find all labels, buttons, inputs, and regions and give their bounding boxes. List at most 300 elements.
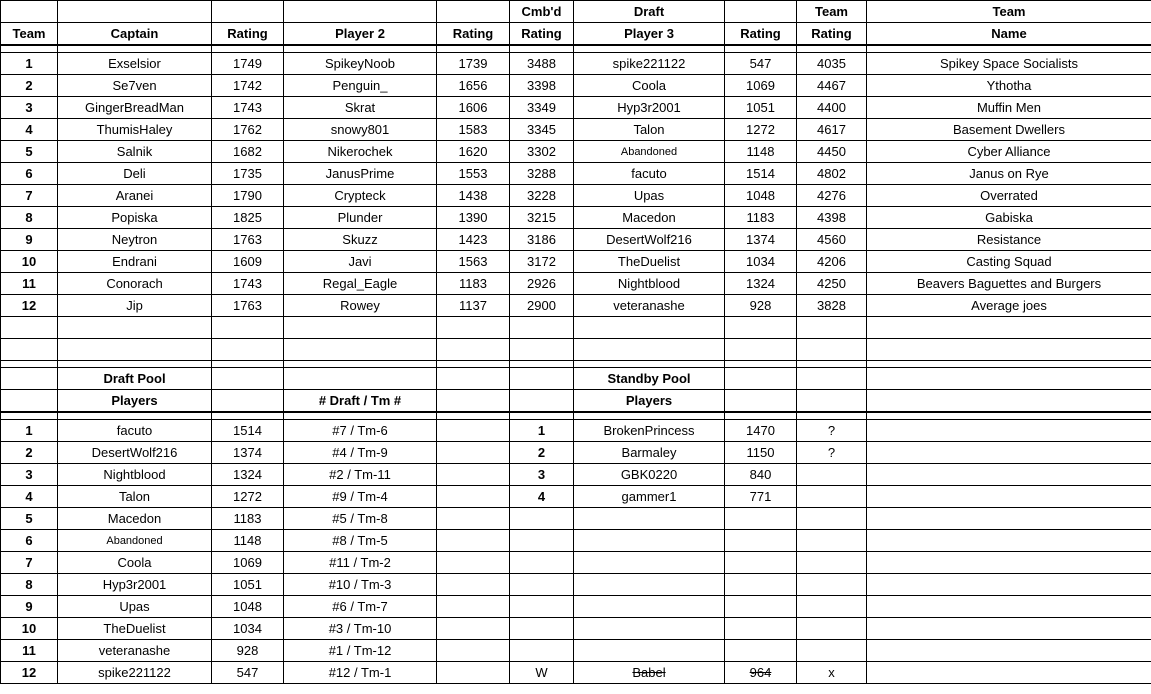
standby-player: BrokenPrincess [574,420,725,442]
draft-rating: 1148 [212,530,284,552]
team-team: 5 [1,141,58,163]
standby-mark: x [797,662,867,684]
standby-player: gammer1 [574,486,725,508]
team-captain: Conorach [58,273,212,295]
spacer-cell [510,412,574,420]
spacer-row [1,361,1151,368]
empty-cell [437,640,510,662]
team-row [1,273,1151,295]
draft-rating: 1374 [212,442,284,464]
header-cell: Draft [574,1,725,23]
header-cell [212,1,284,23]
team-rating: 1762 [212,119,284,141]
team-rating2: 1137 [437,295,510,317]
team-rating2: 1563 [437,251,510,273]
standby-player [574,574,725,596]
team-cmbd: 3172 [510,251,574,273]
spacer-cell [212,361,284,368]
draft-pick: #8 / Tm-5 [284,530,437,552]
team-team-rating: 4250 [797,273,867,295]
team-player2: Crypteck [284,185,437,207]
empty-cell [510,317,574,339]
spacer-cell [797,412,867,420]
draft-num: 7 [1,552,58,574]
team-player3: Coola [574,75,725,97]
empty-cell [797,390,867,413]
header-cell: Team [797,1,867,23]
draft-player: Abandoned [58,530,212,552]
standby-mark [797,530,867,552]
standby-player: Babel [574,662,725,684]
pool-row [1,662,1151,684]
draft-num: 11 [1,640,58,662]
empty-cell [437,420,510,442]
draft-tm-header: # Draft / Tm # [284,390,437,413]
draft-pick: #5 / Tm-8 [284,508,437,530]
standby-mark [797,618,867,640]
empty-cell [1,368,58,390]
empty-cell [437,464,510,486]
team-name: Spikey Space Socialists [867,53,1151,75]
draft-num: 2 [1,442,58,464]
team-team: 11 [1,273,58,295]
team-team-rating: 4467 [797,75,867,97]
standby-rating [725,508,797,530]
draft-pick: #4 / Tm-9 [284,442,437,464]
empty-cell [867,552,1151,574]
team-player2: snowy801 [284,119,437,141]
empty-cell [867,508,1151,530]
standby-mark [797,574,867,596]
standby-rating: 1470 [725,420,797,442]
team-player2: SpikeyNoob [284,53,437,75]
draft-num: 9 [1,596,58,618]
draft-rating: 1183 [212,508,284,530]
pool-row [1,596,1151,618]
team-rating2: 1620 [437,141,510,163]
standby-mark [797,508,867,530]
draft-num: 8 [1,574,58,596]
team-player3: Hyp3r2001 [574,97,725,119]
team-player2: Plunder [284,207,437,229]
team-row [1,251,1151,273]
empty-cell [212,390,284,413]
team-player2: Nikerochek [284,141,437,163]
empty-cell [437,574,510,596]
empty-cell [437,339,510,361]
empty-cell [212,368,284,390]
team-row [1,141,1151,163]
empty-cell [797,368,867,390]
team-cmbd: 2900 [510,295,574,317]
standby-player [574,552,725,574]
empty-cell [284,317,437,339]
spacer-cell [574,361,725,368]
empty-cell [58,317,212,339]
team-team: 6 [1,163,58,185]
draft-pick: #2 / Tm-11 [284,464,437,486]
draft-players-header: Players [58,390,212,413]
standby-mark: ? [797,420,867,442]
pool-header-row-1 [1,368,1151,390]
pool-row [1,464,1151,486]
standby-rating: 1150 [725,442,797,464]
team-rating2: 1583 [437,119,510,141]
spacer-cell [58,412,212,420]
draft-num: 3 [1,464,58,486]
standby-rating [725,596,797,618]
header-cell: Name [867,23,1151,46]
standby-player: GBK0220 [574,464,725,486]
team-rating2: 1656 [437,75,510,97]
empty-cell [437,530,510,552]
team-player3: DesertWolf216 [574,229,725,251]
draft-num: 4 [1,486,58,508]
standby-player: Barmaley [574,442,725,464]
header-row-2 [1,23,1151,46]
spacer-cell [574,412,725,420]
team-rating3: 1034 [725,251,797,273]
team-rating3: 1048 [725,185,797,207]
team-cmbd: 3302 [510,141,574,163]
header-cell [1,1,58,23]
standby-rating [725,640,797,662]
spacer-cell [867,361,1151,368]
empty-cell [867,530,1151,552]
empty-cell [867,640,1151,662]
draft-player: TheDuelist [58,618,212,640]
header-cell: Rating [510,23,574,46]
team-rating: 1749 [212,53,284,75]
team-captain: Aranei [58,185,212,207]
draft-rating: 1272 [212,486,284,508]
draft-player: facuto [58,420,212,442]
header-cell: Team [867,1,1151,23]
pool-row [1,640,1151,662]
spacer-cell [574,45,725,53]
empty-cell [1,339,58,361]
team-name: Casting Squad [867,251,1151,273]
draft-rating: 1324 [212,464,284,486]
header-cell: Cmb'd [510,1,574,23]
team-player3: Upas [574,185,725,207]
empty-cell [867,339,1151,361]
team-rating2: 1606 [437,97,510,119]
header-cell: Rating [437,23,510,46]
team-name: Resistance [867,229,1151,251]
spacer-row [1,45,1151,53]
team-captain: Deli [58,163,212,185]
standby-rating: 771 [725,486,797,508]
empty-cell [284,339,437,361]
team-team: 4 [1,119,58,141]
team-rating: 1742 [212,75,284,97]
team-rating: 1743 [212,97,284,119]
spreadsheet-body [1,1,1151,684]
pool-row [1,442,1151,464]
spacer-cell [867,412,1151,420]
header-cell [58,1,212,23]
standby-mark [797,640,867,662]
team-rating: 1790 [212,185,284,207]
empty-cell [510,339,574,361]
pool-row [1,618,1151,640]
team-captain: Popiska [58,207,212,229]
team-player2: Penguin_ [284,75,437,97]
spacer-cell [58,45,212,53]
draft-player: veteranashe [58,640,212,662]
empty-cell [437,317,510,339]
empty-cell [867,390,1151,413]
team-player2: JanusPrime [284,163,437,185]
spacer-cell [1,361,58,368]
pool-header-row-2 [1,390,1151,413]
team-rating3: 547 [725,53,797,75]
team-player3: Talon [574,119,725,141]
team-row [1,119,1151,141]
team-rating3: 1324 [725,273,797,295]
empty-cell [574,317,725,339]
team-captain: GingerBreadMan [58,97,212,119]
spacer-cell [797,361,867,368]
standby-mark [797,552,867,574]
draft-pick: #11 / Tm-2 [284,552,437,574]
team-row [1,295,1151,317]
team-captain: Exselsior [58,53,212,75]
standby-player [574,618,725,640]
standby-player [574,530,725,552]
empty-cell [58,339,212,361]
empty-cell [725,317,797,339]
header-cell: Player 2 [284,23,437,46]
draft-pick: #12 / Tm-1 [284,662,437,684]
header-cell [725,1,797,23]
standby-num [510,530,574,552]
empty-cell [725,390,797,413]
empty-cell [437,552,510,574]
empty-cell [867,574,1151,596]
team-team: 10 [1,251,58,273]
spacer-cell [1,412,58,420]
empty-cell [510,368,574,390]
spacer-cell [725,361,797,368]
standby-num [510,508,574,530]
team-rating3: 1069 [725,75,797,97]
pool-row [1,508,1151,530]
empty-cell [437,662,510,684]
team-team: 1 [1,53,58,75]
team-rating3: 1148 [725,141,797,163]
team-team: 12 [1,295,58,317]
standby-players-header: Players [574,390,725,413]
team-row [1,163,1151,185]
empty-cell [867,368,1151,390]
spacer-cell [867,45,1151,53]
team-rating: 1609 [212,251,284,273]
draft-player: Macedon [58,508,212,530]
team-cmbd: 2926 [510,273,574,295]
team-cmbd: 3228 [510,185,574,207]
team-row [1,229,1151,251]
team-name: Janus on Rye [867,163,1151,185]
empty-cell [867,662,1151,684]
empty-cell [867,486,1151,508]
team-row [1,207,1151,229]
team-name: Gabiska [867,207,1151,229]
team-player2: Javi [284,251,437,273]
header-cell: Rating [725,23,797,46]
team-team-rating: 4617 [797,119,867,141]
team-rating: 1743 [212,273,284,295]
spacer-cell [725,412,797,420]
draft-pick: #10 / Tm-3 [284,574,437,596]
team-row [1,185,1151,207]
standby-player [574,596,725,618]
team-player3: Nightblood [574,273,725,295]
team-captain: ThumisHaley [58,119,212,141]
team-cmbd: 3398 [510,75,574,97]
standby-rating [725,530,797,552]
team-player2: Regal_Eagle [284,273,437,295]
team-cmbd: 3488 [510,53,574,75]
team-rating3: 928 [725,295,797,317]
standby-num: 2 [510,442,574,464]
team-captain: Se7ven [58,75,212,97]
team-cmbd: 3345 [510,119,574,141]
empty-cell [867,464,1151,486]
draft-num: 6 [1,530,58,552]
empty-cell [437,618,510,640]
standby-mark [797,596,867,618]
team-captain: Jip [58,295,212,317]
team-name: Overrated [867,185,1151,207]
spacer-row [1,412,1151,420]
draft-num: 5 [1,508,58,530]
team-row [1,53,1151,75]
spacer-cell [1,45,58,53]
standby-num [510,596,574,618]
team-rating3: 1051 [725,97,797,119]
draft-rating: 1514 [212,420,284,442]
empty-cell [437,486,510,508]
team-cmbd: 3215 [510,207,574,229]
empty-cell [1,317,58,339]
empty-cell [212,339,284,361]
team-player3: spike221122 [574,53,725,75]
team-captain: Neytron [58,229,212,251]
draft-pick: #1 / Tm-12 [284,640,437,662]
empty-cell [1,390,58,413]
team-player3: TheDuelist [574,251,725,273]
draft-player: Talon [58,486,212,508]
draft-player: DesertWolf216 [58,442,212,464]
team-rating3: 1374 [725,229,797,251]
pool-row [1,420,1151,442]
team-name: Muffin Men [867,97,1151,119]
team-team-rating: 4802 [797,163,867,185]
standby-rating: 964 [725,662,797,684]
header-cell: Rating [212,23,284,46]
team-cmbd: 3186 [510,229,574,251]
spacer-cell [284,412,437,420]
header-cell: Captain [58,23,212,46]
team-team: 9 [1,229,58,251]
header-cell [284,1,437,23]
team-rating: 1763 [212,229,284,251]
team-row [1,97,1151,119]
spacer-cell [797,45,867,53]
team-player2: Skuzz [284,229,437,251]
team-team: 3 [1,97,58,119]
team-rating2: 1739 [437,53,510,75]
team-team-rating: 4206 [797,251,867,273]
draft-rating: 1048 [212,596,284,618]
team-name: Ythotha [867,75,1151,97]
team-cmbd: 3349 [510,97,574,119]
standby-rating: 840 [725,464,797,486]
team-team-rating: 4400 [797,97,867,119]
team-name: Basement Dwellers [867,119,1151,141]
pool-row [1,552,1151,574]
standby-mark: ? [797,442,867,464]
draft-pick: #3 / Tm-10 [284,618,437,640]
empty-cell [510,390,574,413]
spacer-cell [437,412,510,420]
team-player3: facuto [574,163,725,185]
draft-player: Coola [58,552,212,574]
team-team-rating: 4276 [797,185,867,207]
spacer-cell [437,361,510,368]
draft-player: spike221122 [58,662,212,684]
empty-cell [867,317,1151,339]
empty-cell [797,339,867,361]
empty-cell [725,368,797,390]
draft-num: 1 [1,420,58,442]
empty-cell [437,368,510,390]
team-rating: 1763 [212,295,284,317]
empty-cell [437,390,510,413]
empty-row [1,339,1151,361]
team-rating3: 1183 [725,207,797,229]
team-team-rating: 4560 [797,229,867,251]
team-name: Cyber Alliance [867,141,1151,163]
draft-pool-title: Draft Pool [58,368,212,390]
team-rating3: 1272 [725,119,797,141]
team-rating2: 1438 [437,185,510,207]
team-rating2: 1553 [437,163,510,185]
draft-player: Nightblood [58,464,212,486]
draft-player: Upas [58,596,212,618]
standby-player [574,640,725,662]
team-name: Average joes [867,295,1151,317]
empty-cell [867,420,1151,442]
spacer-cell [212,412,284,420]
team-name: Beavers Baguettes and Burgers [867,273,1151,295]
team-captain: Salnik [58,141,212,163]
team-team: 2 [1,75,58,97]
team-row [1,75,1151,97]
team-team: 7 [1,185,58,207]
standby-num: W [510,662,574,684]
empty-cell [284,368,437,390]
standby-num: 3 [510,464,574,486]
standby-player [574,508,725,530]
draft-rating: 1069 [212,552,284,574]
pool-row [1,530,1151,552]
team-team-rating: 3828 [797,295,867,317]
team-rating: 1682 [212,141,284,163]
standby-num [510,574,574,596]
